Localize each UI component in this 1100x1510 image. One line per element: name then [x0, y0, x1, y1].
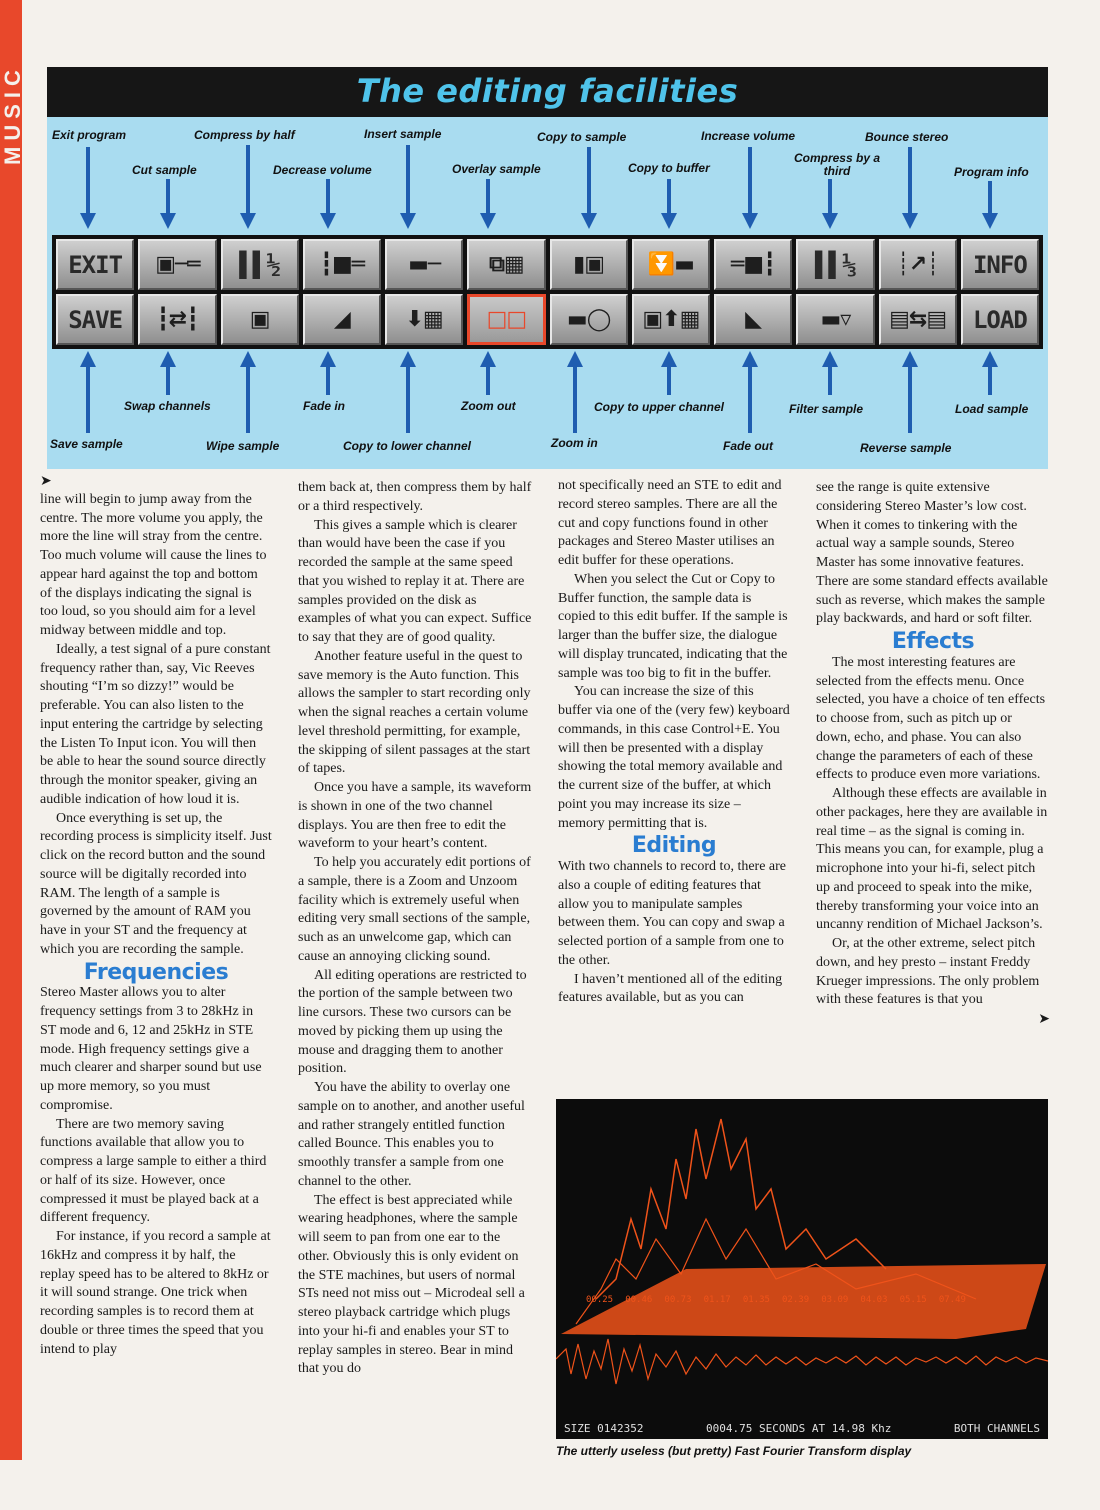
- sample-size: SIZE 0142352: [564, 1422, 644, 1435]
- arrow-copy-to-sample: [581, 147, 597, 229]
- fft-graphic: [556, 1099, 1048, 1439]
- label-copy-to-buffer: Copy to buffer: [628, 161, 710, 175]
- arrow-compress-third: [822, 179, 838, 229]
- zoom-out-button[interactable]: [467, 294, 545, 345]
- col1-paragraph: line will begin to jump away from the centre. The more volume you apply, the more the line will stray from the centre. Too much volume will cause the lines to appear hard against the top and bottom of the displays indicating the signal is too loud, so you should aim for a level midway between middle and top.: [40, 491, 267, 638]
- arrow-fade-out: [742, 351, 758, 433]
- load-button[interactable]: LOAD: [961, 294, 1039, 345]
- label-zoom-out: Zoom out: [461, 399, 516, 413]
- reverse-sample-button[interactable]: [879, 294, 957, 345]
- fade-in-icon: ◢: [333, 307, 350, 332]
- sample-duration: 0004.75 SECONDS AT 14.98 Khz: [705, 1422, 892, 1435]
- arrow-save: [80, 351, 96, 433]
- compress-third-button[interactable]: ▌▌⅓: [796, 239, 874, 290]
- label-fade-in: Fade in: [303, 399, 346, 413]
- col4-paragraph: Or, at the other extreme, select pitch down, and hey presto – instant Freddy Krueger impressions. The only problem with these features is that you: [816, 936, 1040, 1008]
- arrow-insert: [400, 145, 416, 229]
- col2-paragraph: them back at, then compress them by half or a third respectively.: [298, 480, 532, 514]
- label-swap-channels: Swap channels: [124, 399, 211, 413]
- swap-channels-button[interactable]: [138, 294, 216, 345]
- waveform: [556, 1339, 1048, 1384]
- tick-label: 03.09: [821, 1295, 849, 1305]
- arrow-filter: [822, 351, 838, 395]
- col2-paragraph: This gives a sample which is clearer than would have been the case if you recorded the sample at the same speed that you wished to replay it at. There are samples provided on the disk as examples of what you can expect. Suffice to say that they are of good quality.: [298, 517, 532, 645]
- fade-in-button[interactable]: [303, 294, 381, 345]
- arrow-compress-half: [240, 145, 256, 229]
- fade-out-button[interactable]: [714, 294, 792, 345]
- tick-label: 07.49: [938, 1295, 966, 1305]
- col2-paragraph: All editing operations are restricted to the portion of the sample between two line cursors. These two cursors can be moved by picking them up using the mouse and dragging them to another position.: [298, 967, 527, 1077]
- col4-paragraph: The most interesting features are selected from the effects menu. Once selected, you have a choice of ten effects to choose from, such as pitch up or down, echo, and phase. You can also change the parameters of each of these effects to produce even more variations.: [816, 654, 1046, 783]
- insert-sample-button[interactable]: [385, 239, 463, 290]
- label-compress-third: Compress by a third: [793, 151, 881, 178]
- copy-upper-button[interactable]: [632, 294, 710, 345]
- arrow-swap: [160, 351, 176, 395]
- copy-sample-icon: ▮▣: [573, 252, 605, 277]
- arrow-decrease-volume: [320, 179, 336, 229]
- label-program-info: Program info: [954, 165, 1029, 179]
- section-label: MUSIC: [0, 64, 25, 166]
- col2-paragraph: You have the ability to overlay one sample on to another, and another useful and rather strangely entitled function called Bounce. This enables you to smoothly transfer a sample from one channel to the other.: [298, 1080, 525, 1189]
- label-fade-out: Fade out: [723, 439, 773, 453]
- col3-paragraph: I haven’t mentioned all of the editing features available, but as you can: [558, 971, 783, 1006]
- tick-label: 00.25: [586, 1295, 614, 1305]
- tick-label: 01.35: [742, 1295, 770, 1305]
- label-filter-sample: Filter sample: [789, 402, 864, 416]
- copy-lower-button[interactable]: [385, 294, 463, 345]
- col1-paragraph: Ideally, a test signal of a pure constant frequency rather than, say, Vic Reeves shouting “I’m so dizzy!” would be preferable. You can also listen to the input entering the cartridge by selecting the Listen To Input icon. You will then be able to hear the sound source directly through the monitor speaker, giving an audible indication of how loud it is.: [40, 641, 271, 807]
- continued-marker: ➤: [1038, 1011, 1050, 1027]
- col2-paragraph: The effect is best appreciated while wearing headphones, where the sample will seem to pan from one ear to the other. Obviously this is only evident on the STE machines, but users of normal STs need not miss out – Microdeal sell a stereo playback cartridge which plugs into your hi-fi and enables your ST to replay samples in stereo. Bear in mind that you do: [298, 1192, 525, 1377]
- tick-label: 04.03: [860, 1295, 888, 1305]
- col4-paragraph: see the range is quite extensive considering Stereo Master’s low cost. When it comes to tinkering with the actual way a sample sounds, Stereo Master has some innovative features. There are some standard effects available such as reverse, which makes the sample play backwards, and hard or soft filter.: [816, 480, 1048, 627]
- fft-status-bar: [556, 1422, 1048, 1435]
- cut-sample-button[interactable]: [138, 239, 216, 290]
- label-increase-volume: Increase volume: [701, 129, 796, 143]
- col3-paragraph: With two channels to record to, there are also a couple of editing features that allow you to manipulate samples between them. You can copy and swap a selected portion of a sample from one to the other.: [558, 859, 787, 968]
- col2-paragraph: Another feature useful in the quest to save memory is the Auto function. This allows the sampler to start recording only when the signal reaches a certain volume level threshold permitting, for example, the skipping of silent passages at the start of tapes.: [298, 648, 531, 777]
- arrow-load: [982, 351, 998, 395]
- article-column-1: [40, 472, 272, 1359]
- arrow-reverse: [902, 351, 918, 433]
- fft-caption: The utterly useless (but pretty) Fast Fourier Transform display: [556, 1444, 912, 1458]
- tick-label: 05.15: [899, 1295, 927, 1305]
- label-copy-lower: Copy to lower channel: [343, 439, 472, 453]
- col1-paragraph: There are two memory saving functions available that allow you to compress a large sample to either a third or half of its size. However, once compressed it must be played back at a different frequency.: [40, 1116, 267, 1226]
- fade-out-icon: ◣: [745, 307, 762, 332]
- col3-paragraph: not specifically need an STE to edit and record stereo samples. There are all the cut and copy functions found in other packages and Stereo Master utilises an edit buffer for these operations.: [558, 478, 782, 568]
- col3-paragraph: You can increase the size of this buffer via one of the (very few) keyboard commands, in this case Control+E. You will then be presented with a display showing the total memory available and the current size of the buffer, at which point you may increase its size – memory permitting that is.: [558, 684, 790, 831]
- arrow-copy-upper: [661, 351, 677, 395]
- stereo-master-toolbar: [52, 235, 1043, 349]
- label-copy-upper: Copy to upper channel: [594, 400, 725, 414]
- arrow-exit: [80, 147, 96, 229]
- label-load-sample: Load sample: [955, 402, 1029, 416]
- exit-button[interactable]: EXIT: [56, 239, 134, 290]
- info-button[interactable]: INFO: [961, 239, 1039, 290]
- filter-icon: ▬▿: [820, 307, 851, 332]
- buffer-icon: ⏬▬: [647, 252, 694, 277]
- label-decrease-volume: Decrease volume: [273, 163, 372, 177]
- article-column-2: [298, 479, 532, 1379]
- label-save-sample: Save sample: [50, 437, 123, 451]
- arrow-copy-to-buffer: [661, 179, 677, 229]
- col2-paragraph: To help you accurately edit portions of a sample, there is a Zoom and Unzoom facility which is extremely useful when editing very small sections of the sample, such as an unwelcome gap, which can cause an annoying clicking sound.: [298, 855, 531, 964]
- fft-display: [556, 1099, 1048, 1439]
- arrow-cut: [160, 179, 176, 229]
- overlay-icon: ⧉▦: [489, 252, 524, 277]
- bounce-stereo-button[interactable]: [879, 239, 957, 290]
- arrow-wipe: [240, 351, 256, 433]
- zoom-in-icon: ▬◯: [566, 307, 611, 332]
- filter-sample-button[interactable]: [796, 294, 874, 345]
- label-overlay-sample: Overlay sample: [452, 162, 541, 176]
- label-compress-half: Compress by half: [194, 128, 295, 142]
- copy-to-buffer-button[interactable]: [632, 239, 710, 290]
- continued-from-marker: ➤: [40, 473, 52, 489]
- cut-icon: ▣─═: [155, 252, 200, 277]
- subheading-effects: Effects: [891, 629, 975, 654]
- label-reverse-sample: Reverse sample: [860, 441, 952, 455]
- article-column-4: [816, 479, 1050, 1029]
- tick-label: 00.73: [664, 1295, 692, 1305]
- swap-icon: ┇⇄┇: [156, 307, 199, 332]
- col2-paragraph: Once you have a sample, its waveform is shown in one of the two channel displays. You are then free to edit the waveform to your heart’s content.: [298, 780, 532, 852]
- arrow-zoom-in: [567, 351, 583, 433]
- insert-icon: ▬─: [408, 252, 441, 277]
- bounce-icon: ┊↗┊: [896, 252, 939, 277]
- tick-label: 00.46: [625, 1295, 653, 1305]
- label-exit-program: Exit program: [52, 128, 127, 142]
- label-wipe-sample: Wipe sample: [206, 439, 280, 453]
- subheading-editing: Editing: [631, 833, 717, 859]
- col1-paragraph: For instance, if you record a sample at 16kHz and compress it by half, the replay speed has to be altered to 8kHz or it will sound strange. One trick when recording samples is to record them at double or three times the speed that you intend to play: [40, 1229, 271, 1357]
- arrow-zoom-out: [480, 351, 496, 395]
- subheading-frequencies: Frequencies: [83, 959, 229, 985]
- col4-paragraph: Although these effects are available in other packages, here they are available in real time – as the signal is coming in. This means you can, for example, plug a microphone into your hi-fi, select pitch up and proceed to speak into the mike, thereby transforming your voice into an uncanny rendition of Michael Jackson’s.: [816, 786, 1048, 933]
- label-zoom-in: Zoom in: [551, 436, 598, 450]
- compress-half-button[interactable]: ▌▌½: [221, 239, 299, 290]
- zoom-out-icon: □□: [486, 307, 527, 332]
- copy-down-icon: ⬇▦: [405, 307, 443, 332]
- label-insert-sample: Insert sample: [364, 127, 442, 141]
- label-cut-sample: Cut sample: [132, 163, 197, 177]
- channel-mode: BOTH CHANNELS: [953, 1422, 1040, 1435]
- arrow-bounce: [902, 147, 918, 229]
- title-bar: [47, 67, 1048, 117]
- overlay-sample-button[interactable]: [467, 239, 545, 290]
- arrow-fade-in: [320, 351, 336, 395]
- page-title: The editing facilities: [356, 72, 739, 110]
- volume-up-icon: ═■┇: [730, 252, 776, 277]
- article-column-3: [558, 477, 790, 1008]
- reverse-icon: ▤⇆▤: [889, 307, 947, 332]
- copy-up-icon: ▣⬆▦: [642, 307, 700, 332]
- arrow-copy-lower: [400, 351, 416, 433]
- spine-gap: [0, 1460, 22, 1510]
- arrow-program-info: [982, 181, 998, 229]
- fft-time-ticks: [586, 1295, 966, 1305]
- tick-label: 02.39: [782, 1295, 810, 1305]
- col1-paragraph: Once everything is set up, the recording process is simplicity itself. Just click on the record button and the sound source will be digitally recorded into RAM. The length of a sample is governed by the amount of RAM you have in your ST and the frequency at which you are recording the sample.: [40, 810, 272, 957]
- col3-paragraph: When you select the Cut or Copy to Buffer function, the sample data is copied to this edit buffer. If the sample is larger than the buffer size, the dialogue will display truncated, indicating that the sample was too big to fit in the buffer.: [558, 571, 788, 681]
- arrow-overlay: [480, 179, 496, 229]
- zoom-in-button[interactable]: [550, 294, 628, 345]
- volume-down-icon: ┇■═: [319, 252, 365, 277]
- save-button[interactable]: SAVE: [56, 294, 134, 345]
- label-bounce-stereo: Bounce stereo: [865, 130, 949, 144]
- label-copy-to-sample: Copy to sample: [537, 130, 627, 144]
- tick-label: 01.17: [703, 1295, 731, 1305]
- increase-volume-button[interactable]: [714, 239, 792, 290]
- col1-paragraph: Stereo Master allows you to alter frequency settings from 3 to 28kHz in ST mode and 6, 12 and 25kHz in STE mode. High frequency settings give a much clearer and sharper sound but use up more memory, so you must compromise.: [40, 985, 262, 1113]
- copy-to-sample-button[interactable]: [550, 239, 628, 290]
- arrow-increase-volume: [742, 147, 758, 229]
- decrease-volume-button[interactable]: [303, 239, 381, 290]
- wipe-sample-button[interactable]: [221, 294, 299, 345]
- toolbar-diagram: [47, 117, 1048, 469]
- section-spine: [0, 0, 25, 1510]
- wipe-icon: ▣: [249, 307, 270, 332]
